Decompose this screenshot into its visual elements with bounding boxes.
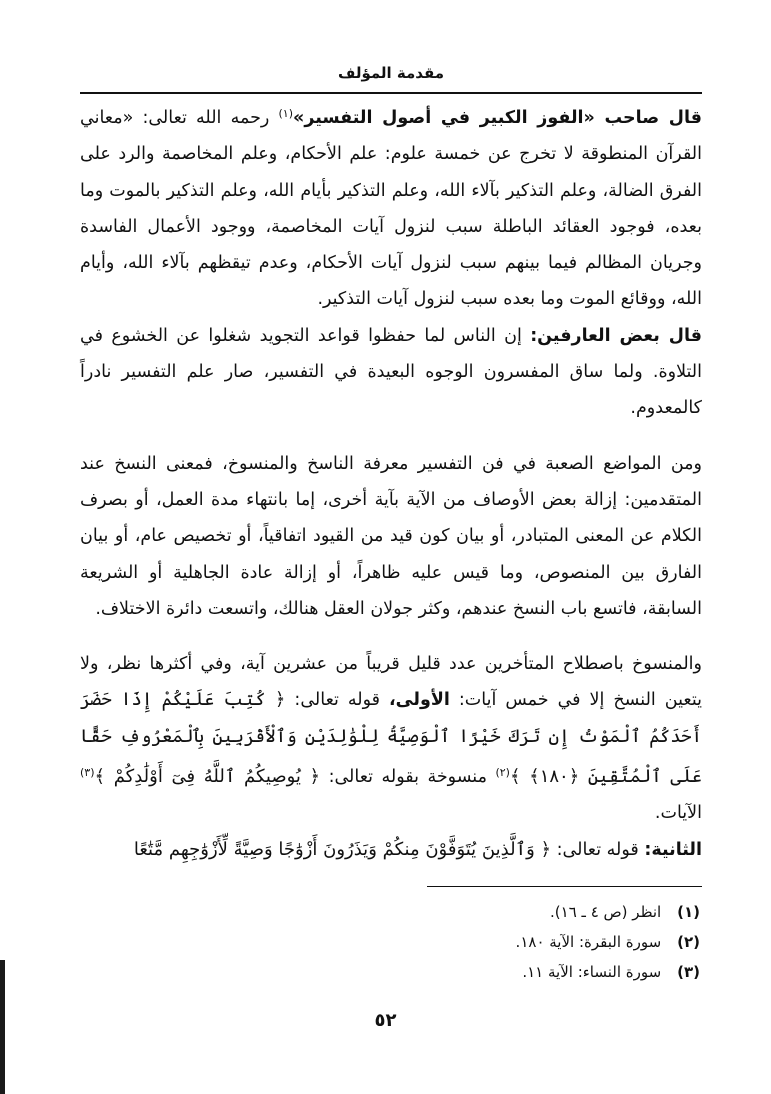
paragraph-1 [80,96,702,318]
footnote-ref-1[interactable]: (١) [278,107,294,120]
scan-binding-edge [0,960,5,1094]
footnotes [300,897,700,987]
footnote-text: انظر (ص ٤ ـ ١٦). [550,903,662,921]
second-verse-lead: قوله تعالى: [556,839,639,860]
quran-verse-3: ﴿ وَٱلَّذِينَ يُتَوَفَّوْنَ مِنكُمْ وَيَذَرُونَ أَزْوَٰجًا وَصِيَّةً لِّأَزْوَٰجِهِم مَّتَٰعًا [133,838,552,860]
second-verse-label: الثانية: [644,839,702,860]
footnote-text: سورة البقرة: الآية ١٨٠. [515,933,662,951]
quran-verse-1: ﴿ كُتِبَ عَلَيْكُمْ إِذَا حَضَرَ أَحَدَكُمُ ٱلْمَوْتُ إِن تَرَكَ خَيْرًا ٱلْوَصِيَّةُ لِلْوَٰلِدَيْنِ وَٱلْأَقْرَبِينَ بِٱلْمَعْرُوفِ حَقًّا عَلَى ٱلْمُتَّقِينَ ﴿١٨٠﴾ ﴾ [80,689,702,788]
footnote-rule [427,886,702,887]
first-verse-label: الأولى، [389,690,450,711]
running-head: مقدمة المؤلف [337,64,445,82]
footnote-number: (٣) [677,963,700,981]
footnote-1 [300,897,700,927]
paragraph-3-text: ومن المواضع الصعبة في فن التفسير معرفة الناسخ والمنسوخ، فمعنى النسخ عند المتقدمين: إزالة بعض الأوصاف من الآية بآية أخرى، إما بانتهاء مدة العمل، أو بصرف الكلام عن المعنى المتبادر، أو بيان كون قيد من القيود اتفاقياً، أو تخصيص عام، أو بيان الفارق بين المنصوص، وما قيس عليه ظاهراً، أو إزالة عادة الجاهلية أو الشريعة السابقة، فاتسع باب النسخ عندهم، وكثر جولان العقل هنالك، واتسعت دائرة الاختلاف. [80,453,702,619]
paragraph-4 [80,646,702,868]
paragraph-2 [80,318,702,427]
verses-word: الآيات. [654,803,702,824]
paragraph-4-intro: والمنسوخ باصطلاح المتأخرين عدد قليل قريباً من عشرين آية، وفي أكثرها نظر، ولا يتعين النسخ إلا في خمس آيات: [80,654,702,711]
paragraph-1-text: رحمه الله تعالى: «معاني القرآن المنطوقة لا تخرج عن خمسة علوم: علم الأحكام، وعلم المخاصمة والرد على الفرق الضالة، وعلم التذكير بآلاء الله، وعلم التذكير بأيام الله، وعلم التذكير بالموت وما بعده، فوجود العقائد الباطلة سبب لنزول آيات المخاصمة، ووجود الأعمال الفاسدة وجريان المظالم فيما بينهم سبب لنزول آيات الأحكام، وعدم تيقظهم بآلاء الله، وأيام الله، ووقائع الموت وما بعده سبب لنزول آيات التذكير. [80,108,702,310]
footnote-ref-2[interactable]: (٢) [495,766,510,780]
footnote-ref-3[interactable]: (٣) [80,766,95,780]
header-rule [80,92,702,94]
quote-source: قال صاحب «الفوز الكبير في أصول التفسير» [293,108,702,128]
first-verse-lead: قوله تعالى: [294,690,381,711]
footnote-3 [300,957,700,987]
abrogated-by-text: منسوخة بقوله تعالى: [328,767,487,788]
footnote-number: (٢) [677,933,700,951]
quran-verse-2: ﴿ يُوصِيكُمُ ٱللَّهُ فِىٓ أَوْلَٰدِكُمْ ﴾ [94,766,321,788]
footnote-2 [300,927,700,957]
paragraph-3 [80,446,702,627]
main-text [80,96,702,868]
footnote-text: سورة النساء: الآية ١١. [522,963,662,981]
quote-source-2: قال بعض العارفين: [530,325,702,346]
footnote-number: (١) [677,903,700,921]
page-number: ٥٢ [374,1010,397,1031]
paragraph-2-text: إن الناس لما حفظوا قواعد التجويد شغلوا عن الخشوع في التلاوة. ولما ساق المفسرون الوجوه البعيدة في التفسير، صار علم التفسير نادراً كالمعدوم. [80,325,702,419]
